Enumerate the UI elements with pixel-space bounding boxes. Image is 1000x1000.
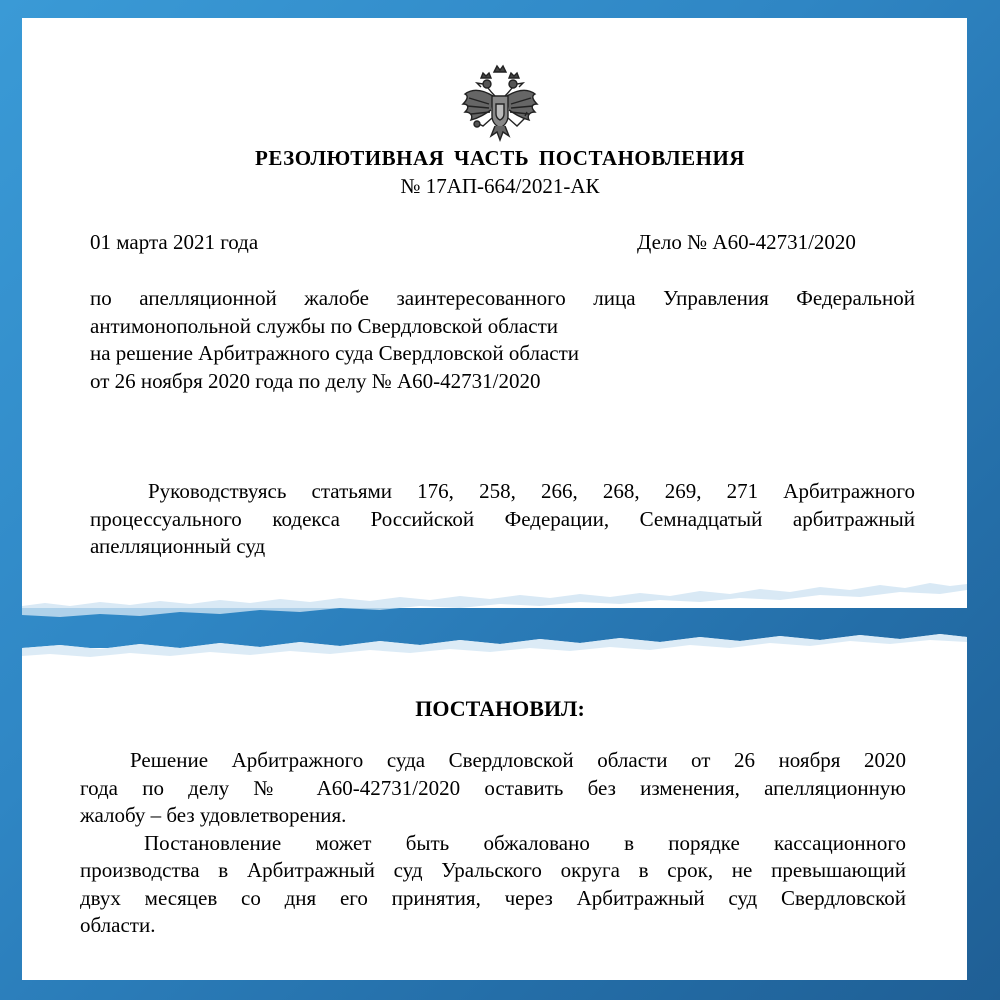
legal-basis-paragraph [90, 478, 915, 561]
document-date: 01 марта 2021 года [90, 230, 259, 254]
resolution-line: производства в Арбитражный суд Уральского округа в срок, не превышающий [80, 858, 906, 882]
torn-edge-bottom [0, 620, 1000, 670]
resolution-line: Постановление может быть обжаловано в порядке кассационного [144, 830, 906, 855]
decision-heading: ПОСТАНОВИЛ: [415, 696, 585, 721]
resolution-line: жалобу – без удовлетворения. [80, 803, 347, 827]
complaint-line: на решение Арбитражного суда Свердловской области [90, 341, 580, 365]
resolution-number: № 17АП-664/2021-АК [400, 174, 600, 198]
complaint-paragraph [90, 285, 915, 395]
resolution-line: Решение Арбитражного суда Свердловской области от 26 ноября 2020 [130, 748, 906, 772]
complaint-line: от 26 ноября 2020 года по делу № А60-42731/2020 [90, 368, 541, 393]
double-headed-eagle-emblem-icon [455, 60, 545, 148]
complaint-line: антимонопольной службы по Свердловской области [90, 313, 558, 338]
complaint-line: по апелляционной жалобе заинтересованного лица Управления Федеральной [90, 286, 915, 310]
document-title: РЕЗОЛЮТИВНАЯ ЧАСТЬ ПОСТАНОВЛЕНИЯ [255, 146, 745, 170]
legal-basis-line: процессуального кодекса Российской Федерации, Семнадцатый арбитражный [90, 506, 915, 531]
legal-basis-line: апелляционный суд [90, 534, 266, 558]
resolution-line: года по делу № А60-42731/2020 оставить без изменения, апелляционную [80, 775, 906, 800]
case-number: Дело № А60-42731/2020 [637, 230, 856, 254]
resolution-line: области. [80, 913, 156, 937]
resolution-line: двух месяцев со дня его принятия, через Арбитражный суд Свердловской [80, 885, 906, 910]
resolution-paragraph [80, 747, 906, 940]
legal-basis-line: Руководствуясь статьями 176, 258, 266, 268, 269, 271 Арбитражного [148, 479, 915, 503]
